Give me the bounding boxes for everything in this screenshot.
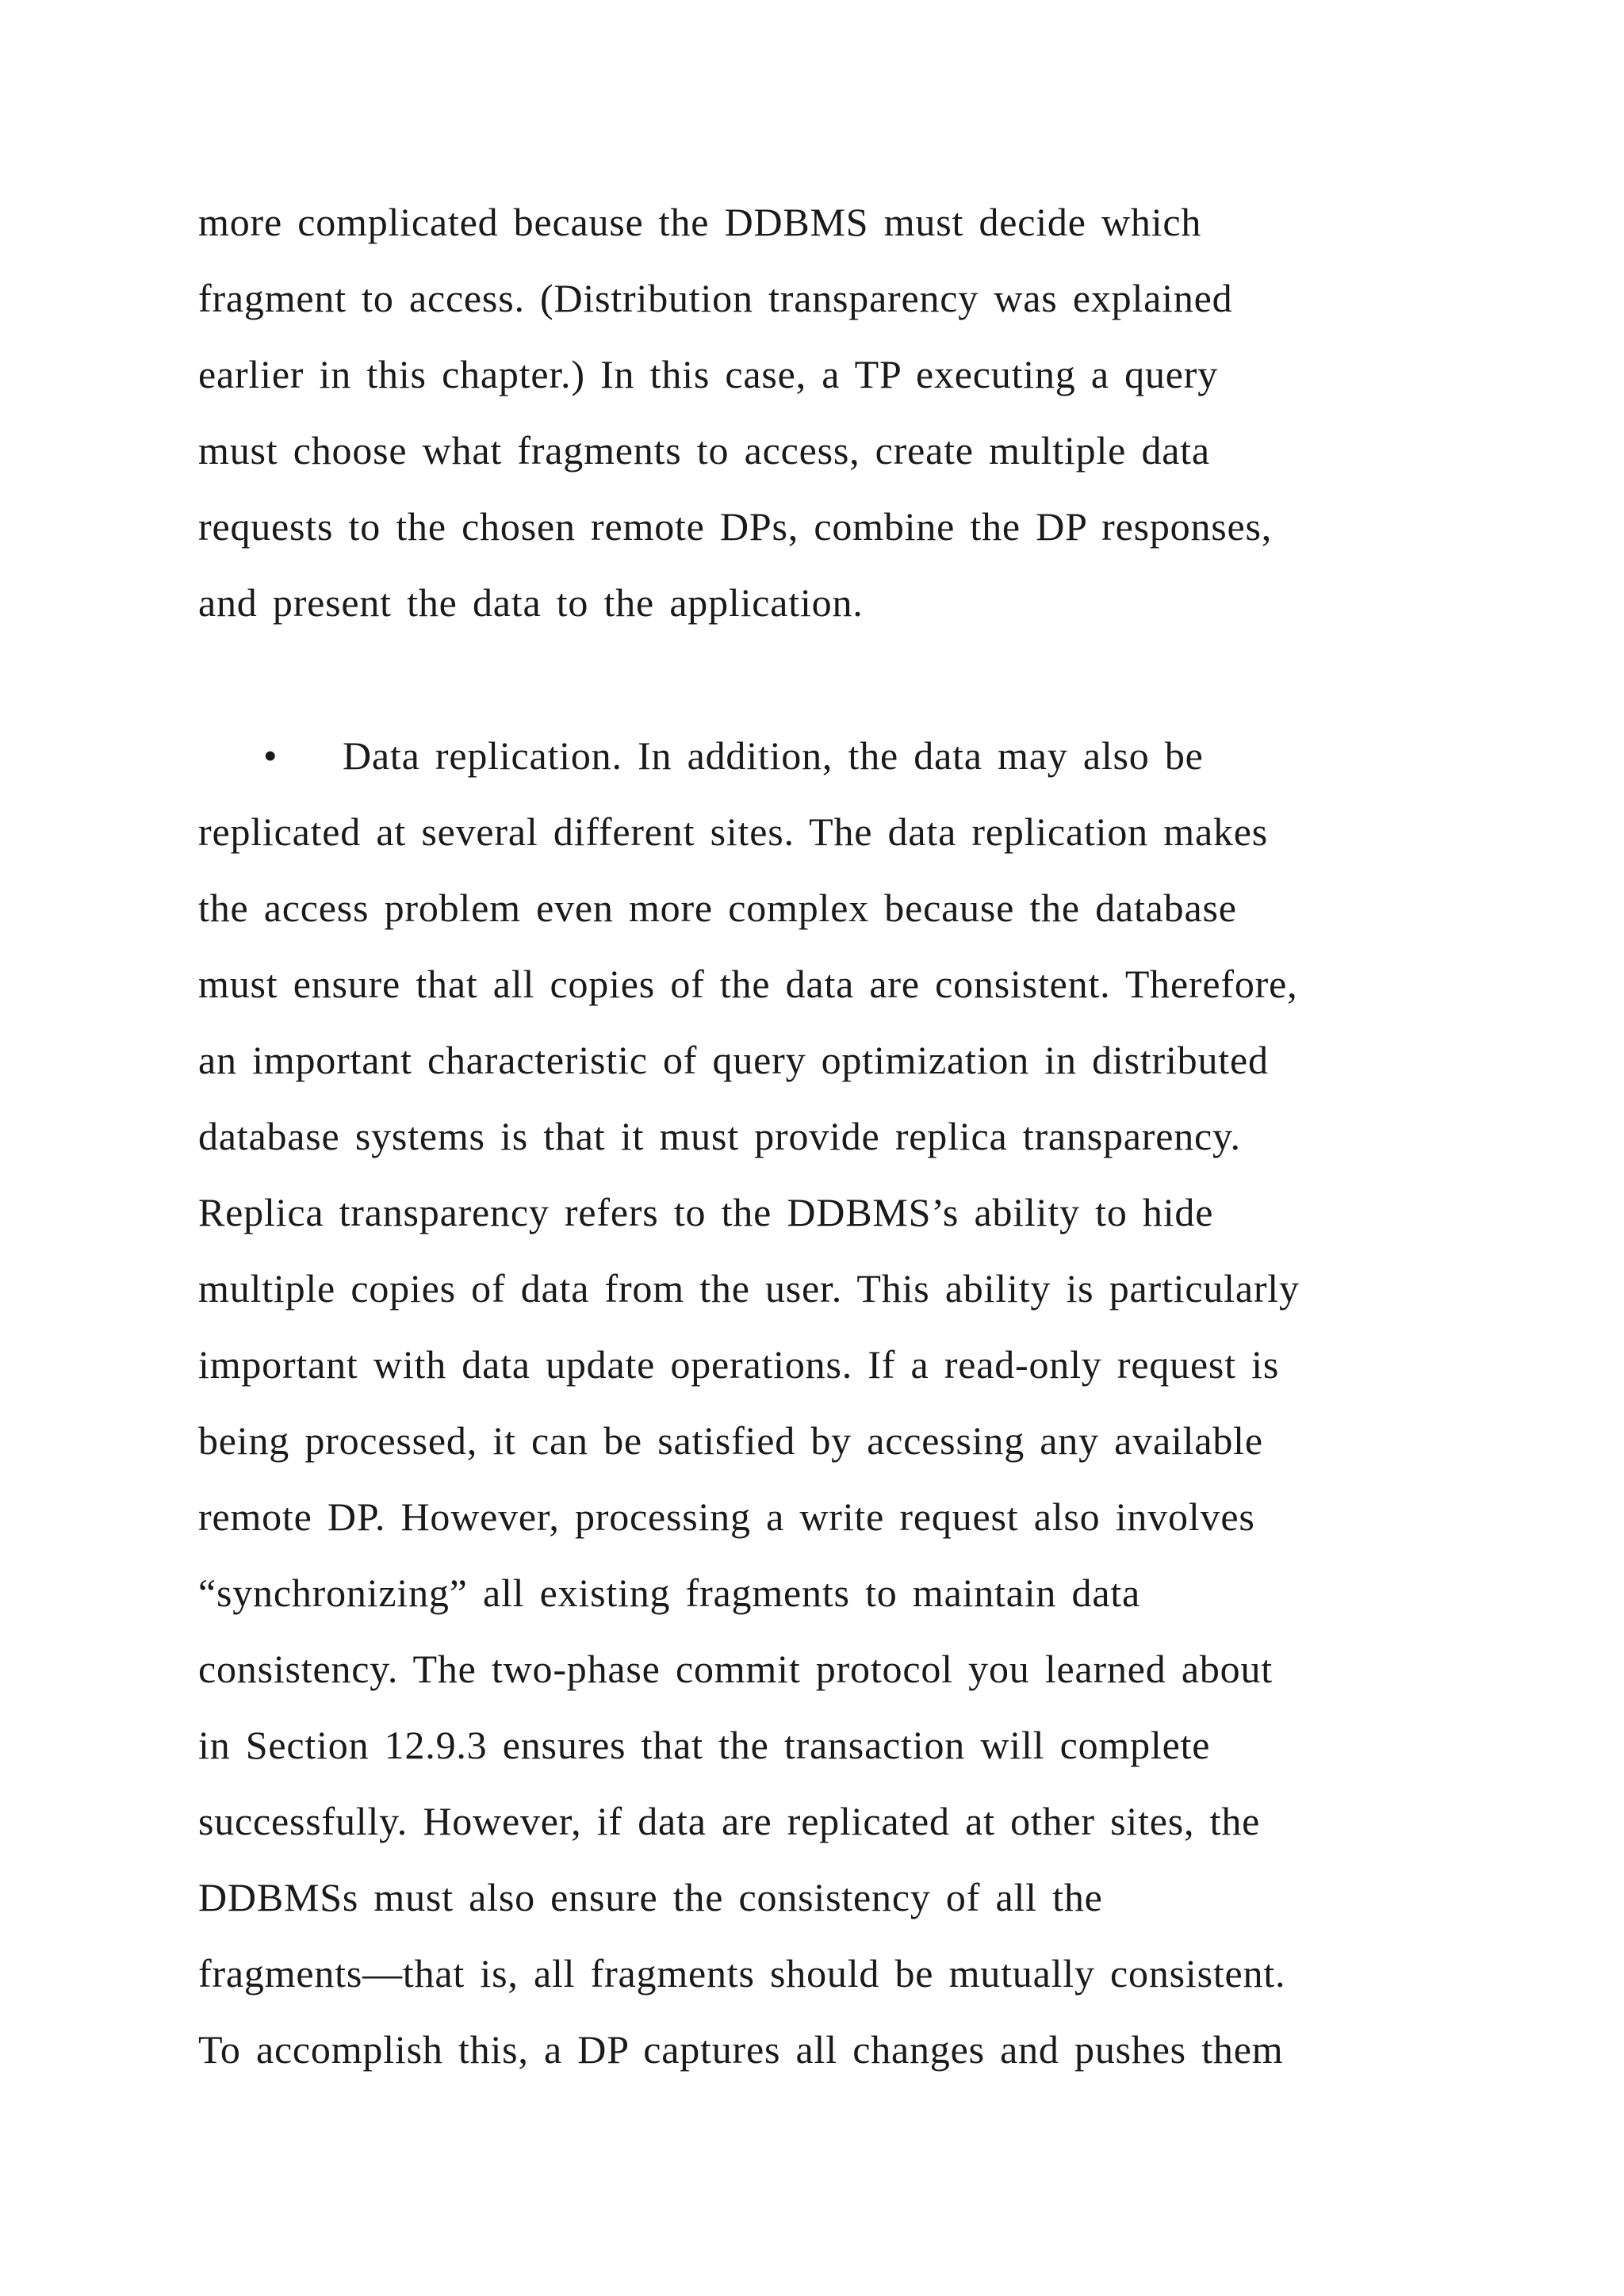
text-line: important with data update operations. If a read-only request is xyxy=(198,1342,1280,1387)
text-line: fragment to access. (Distribution transparency was explained xyxy=(198,276,1233,320)
text-line: the access problem even more complex because the database xyxy=(198,886,1237,930)
bullet-paragraph-data-replication xyxy=(198,718,1467,2087)
text-line: replicated at several different sites. The data replication makes xyxy=(198,809,1268,854)
text-line: must ensure that all copies of the data are consistent. Therefore, xyxy=(198,962,1298,1006)
text-line: remote DP. However, processing a write request also involves xyxy=(198,1494,1255,1539)
text-line: must choose what fragments to access, create multiple data xyxy=(198,428,1210,473)
text-line: requests to the chosen remote DPs, combine the DP responses, xyxy=(198,504,1273,549)
paragraph-continued xyxy=(198,184,1467,641)
bullet-icon: • xyxy=(263,733,278,778)
text-line: consistency. The two-phase commit protocol you learned about xyxy=(198,1647,1273,1691)
text-line: “synchronizing” all existing fragments to maintain data xyxy=(198,1571,1141,1615)
text-line: earlier in this chapter.) In this case, a TP executing a query xyxy=(198,352,1219,396)
text-line: in Section 12.9.3 ensures that the transaction will complete xyxy=(198,1723,1211,1767)
text-line: Data replication. In addition, the data may also be xyxy=(343,733,1204,778)
text-line: more complicated because the DDBMS must decide which xyxy=(198,200,1202,244)
text-line: an important characteristic of query optimization in distributed xyxy=(198,1038,1269,1082)
text-line: fragments—that is, all fragments should be mutually consistent. xyxy=(198,1951,1286,1996)
text-line: successfully. However, if data are replicated at other sites, the xyxy=(198,1799,1261,1843)
text-line: multiple copies of data from the user. This ability is particularly xyxy=(198,1266,1300,1311)
bullet-first-line xyxy=(198,718,1467,794)
text-line: and present the data to the application. xyxy=(198,580,864,625)
text-line: To accomplish this, a DP captures all changes and pushes them xyxy=(198,2027,1284,2072)
text-line: Replica transparency refers to the DDBMS’s ability to hide xyxy=(198,1190,1214,1234)
text-line: being processed, it can be satisfied by accessing any available xyxy=(198,1418,1263,1463)
text-line: database systems is that it must provide replica transparency. xyxy=(198,1114,1241,1158)
text-line: DDBMSs must also ensure the consistency of all the xyxy=(198,1875,1103,1919)
